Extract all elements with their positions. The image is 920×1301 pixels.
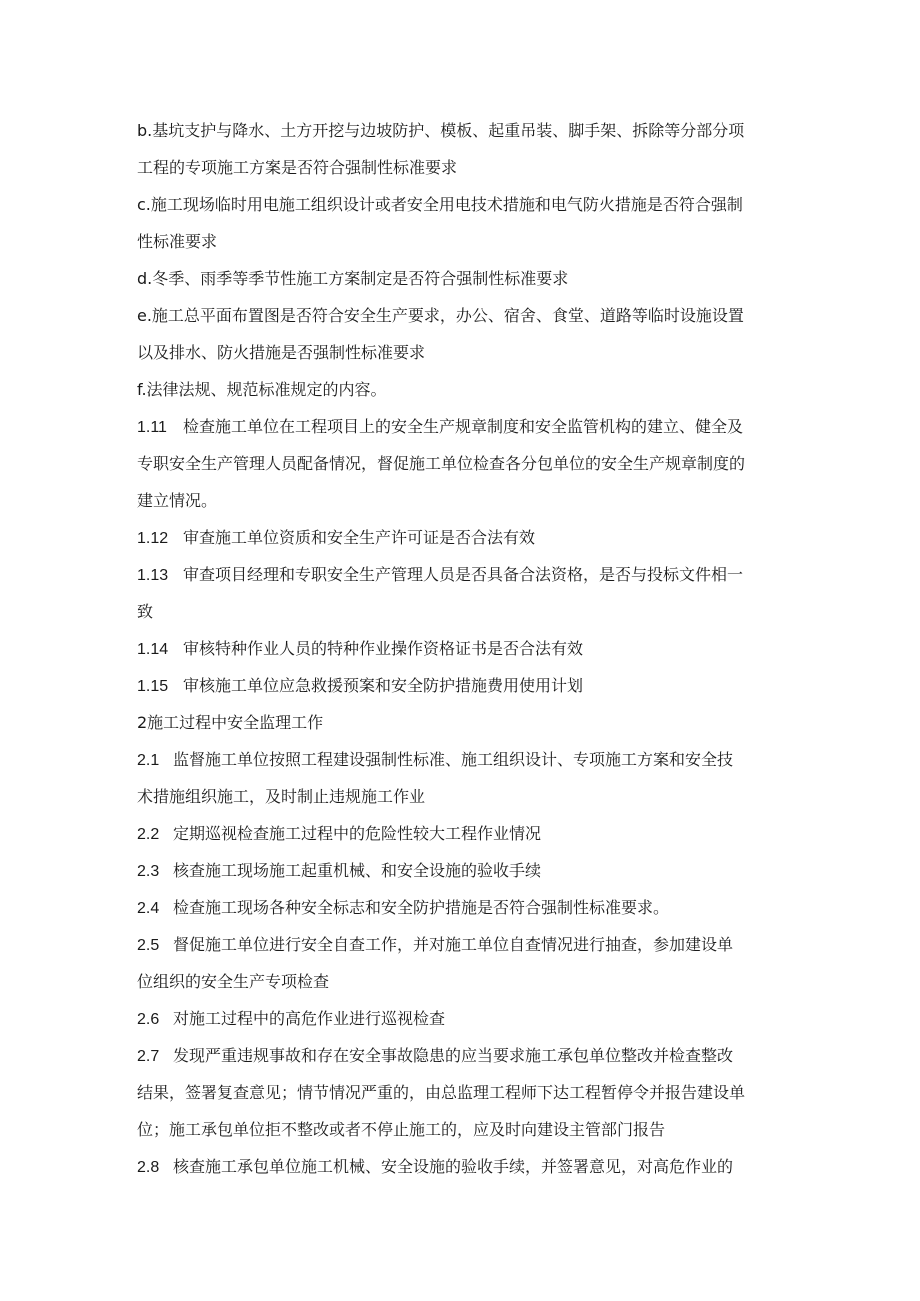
section-number: 1.12 (137, 530, 169, 547)
section-number: 2.2 (137, 826, 160, 843)
paragraph-text: 审核施工单位应急救援预案和安全防护措施费用使用计划 (183, 676, 584, 695)
section-2-7 (137, 1037, 797, 1148)
paragraph-line: e.施工总平面布置图是否符合安全生产要求，办公、宿舍、食堂、道路等临时设施设置 (137, 306, 744, 325)
section-number: 1.14 (137, 641, 169, 658)
paragraph-text: 核查施工现场施工起重机械、和安全设施的验收手续 (173, 861, 542, 880)
section-number: 2.1 (137, 752, 160, 769)
document-body (137, 112, 797, 1185)
section-1-13 (137, 556, 797, 630)
paragraph-line: 以及排水、防火措施是否强制性标准要求 (137, 343, 426, 362)
paragraph-c (137, 186, 797, 260)
paragraph-text: 检查施工现场各种安全标志和安全防护措施是否符合强制性标准要求。 (173, 898, 670, 917)
section-2-2 (137, 815, 797, 852)
paragraph-text: 发现严重违规事故和存在安全事故隐患的应当要求施工承包单位整改并检查整改 (173, 1046, 734, 1065)
section-2-5 (137, 926, 797, 1000)
paragraph-text: 监督施工单位按照工程建设强制性标准、施工组织设计、专项施工方案和安全技 (173, 750, 734, 769)
paragraph-first-line (137, 630, 797, 667)
paragraph-text: 检查施工单位在工程项目上的安全生产规章制度和安全监管机构的建立、健全及 (183, 417, 744, 436)
paragraph-text: 审查项目经理和专职安全生产管理人员是否具备合法资格，是否与投标文件相一 (183, 565, 744, 584)
paragraph-first-line (137, 926, 797, 963)
section-1-15 (137, 667, 797, 704)
paragraph-first-line (137, 1000, 797, 1037)
section-number: 2.8 (137, 1159, 160, 1176)
section-2-8 (137, 1148, 797, 1185)
paragraph-text: 督促施工单位进行安全自查工作，并对施工单位自查情况进行抽查，参加建设单 (173, 935, 734, 954)
section-1-11 (137, 408, 797, 519)
paragraph-line: 建立情况。 (137, 491, 218, 510)
paragraph-first-line (137, 556, 797, 593)
paragraph-d (137, 260, 797, 297)
paragraph-b (137, 112, 797, 186)
paragraph-first-line (137, 1037, 797, 1074)
paragraph-line: 结果，签署复查意见；情节情况严重的，由总监理工程师下达工程暂停令并报告建设单 (137, 1083, 746, 1102)
section-2-4 (137, 889, 797, 926)
paragraph-first-line (137, 852, 797, 889)
section-number: 2.6 (137, 1011, 160, 1028)
section-number: 1.13 (137, 567, 169, 584)
paragraph-line: 性标准要求 (137, 232, 218, 251)
paragraph-line: 工程的专项施工方案是否符合强制性标准要求 (137, 158, 458, 177)
paragraph-first-line (137, 408, 797, 445)
paragraph-first-line (137, 889, 797, 926)
paragraph-f (137, 371, 797, 408)
section-1-12 (137, 519, 797, 556)
paragraph-text: 核查施工承包单位施工机械、安全设施的验收手续，并签署意见，对高危作业的 (173, 1157, 734, 1176)
paragraph-first-line (137, 519, 797, 556)
section-number: 2.4 (137, 900, 160, 917)
section-2-heading (137, 704, 797, 741)
section-number: 1.11 (137, 419, 167, 436)
paragraph-line: d.冬季、雨季等季节性施工方案制定是否符合强制性标准要求 (137, 269, 569, 288)
section-number: 2.3 (137, 863, 160, 880)
paragraph-first-line (137, 667, 797, 704)
paragraph-text: 定期巡视检查施工过程中的危险性较大工程作业情况 (173, 824, 542, 843)
paragraph-first-line (137, 815, 797, 852)
section-number: 1.15 (137, 678, 169, 695)
paragraph-text: 对施工过程中的高危作业进行巡视检查 (173, 1009, 446, 1028)
paragraph-text: 审查施工单位资质和安全生产许可证是否合法有效 (183, 528, 536, 547)
paragraph-e (137, 297, 797, 371)
section-2-3 (137, 852, 797, 889)
section-2-6 (137, 1000, 797, 1037)
paragraph-line: 专职安全生产管理人员配备情况，督促施工单位检查各分包单位的安全生产规章制度的 (137, 454, 746, 473)
section-1-14 (137, 630, 797, 667)
section-heading: 2施工过程中安全监理工作 (137, 713, 324, 732)
paragraph-line: c.施工现场临时用电施工组织设计或者安全用电技术措施和电气防火措施是否符合强制 (137, 195, 743, 214)
paragraph-first-line (137, 1148, 797, 1185)
paragraph-line: f.法律法规、规范标准规定的内容。 (137, 380, 387, 399)
paragraph-line: 术措施组织施工，及时制止违规施工作业 (137, 787, 426, 806)
paragraph-text: 审核特种作业人员的特种作业操作资格证书是否合法有效 (183, 639, 584, 658)
section-number: 2.5 (137, 937, 160, 954)
paragraph-line: 位；施工承包单位拒不整改或者不停止施工的，应及时向建设主管部门报告 (137, 1120, 666, 1139)
section-number: 2.7 (137, 1048, 160, 1065)
paragraph-line: b.基坑支护与降水、土方开挖与边坡防护、模板、起重吊装、脚手架、拆除等分部分项 (137, 121, 745, 140)
paragraph-line: 位组织的安全生产专项检查 (137, 972, 330, 991)
section-2-1 (137, 741, 797, 815)
paragraph-first-line (137, 741, 797, 778)
paragraph-line: 致 (137, 602, 154, 621)
